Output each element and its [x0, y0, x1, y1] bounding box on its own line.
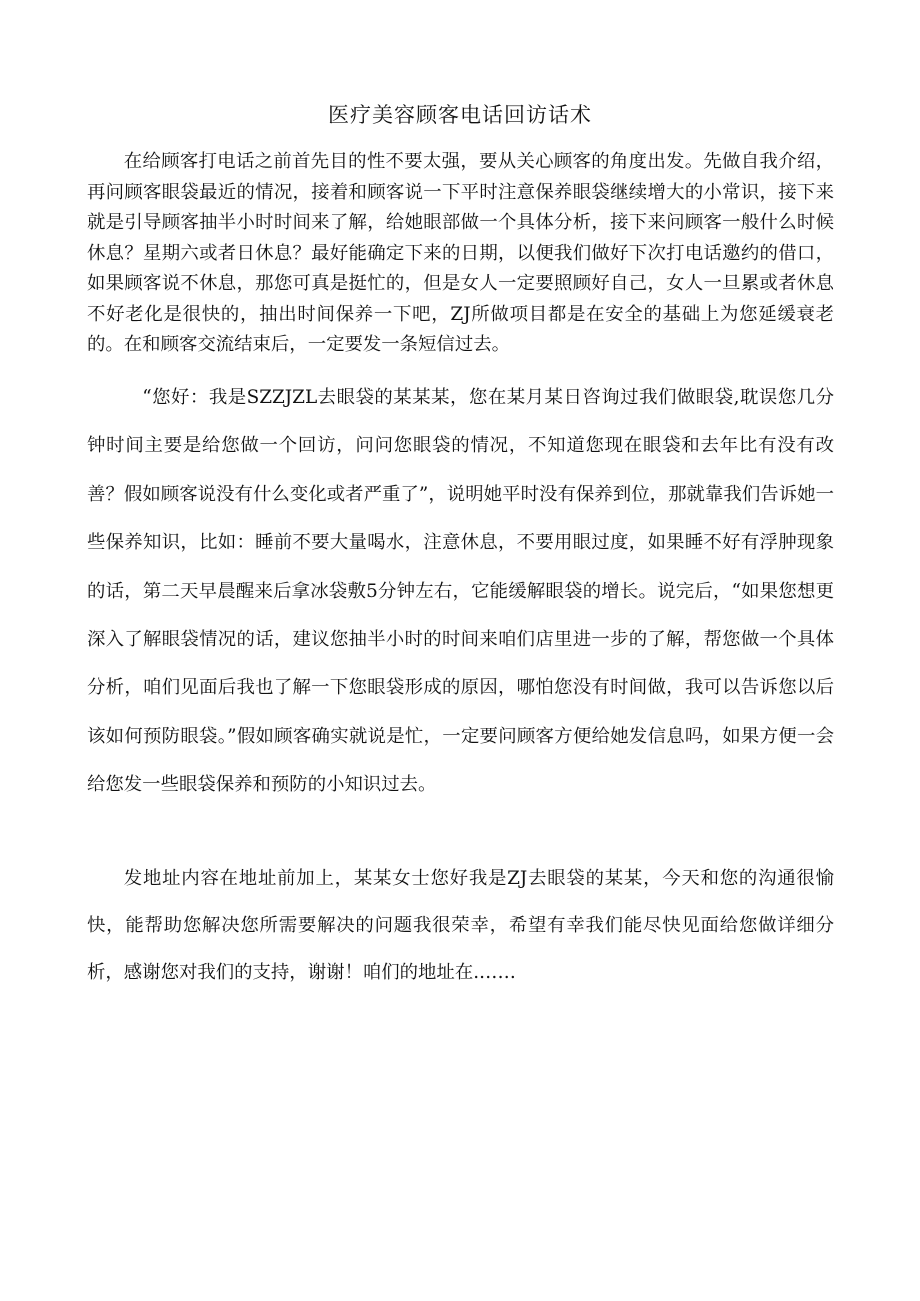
paragraph-call-script: “您好：我是SZZJZL去眼袋的某某某，您在某月某日咨询过我们做眼袋,耽误您几分钟时间主要是给您做一个回访，问问您眼袋的情况，不知道您现在眼袋和去年比有没有改善？假如顾客说没有什么变化或者严重了”，说明她平时没有保养到位，那就靠我们告诉她一些保养知识，比如：睡前不要大量喝水，注意休息，不要用眼过度，如果睡不好有浮肿现象的话，第二天早晨醒来后拿冰袋敷5分钟左右，它能缓解眼袋的增长。说完后，“如果您想更深入了解眼袋情况的话，建议您抽半小时的时间来咱们店里进一步的了解，帮您做一个具体分析，咱们见面后我也了解一下您眼袋形成的原因，哪怕您没有时间做，我可以告诉您以后该如何预防眼袋。”假如顾客确实就说是忙，一定要问顾客方便给她发信息吗，如果方便一会给您发一些眼袋保养和预防的小知识过去。: [87, 387, 834, 796]
paragraph-sms-address: 发地址内容在地址前加上，某某女士您好我是ZJ去眼袋的某某，今天和您的沟通很愉快，能帮助您解决您所需要解决的问题我很荣幸，希望有幸我们能尽快见面给您做详细分析，感谢您对我们的支持，谢谢！咱们的地址在.……: [87, 868, 834, 983]
paragraph-intro: 在给顾客打电话之前首先目的性不要太强，要从关心顾客的角度出发。先做自我介绍，再问顾客眼袋最近的情况，接着和顾客说一下平时注意保养眼袋继续增大的小常识，接下来就是引导顾客抽半小时时间来了解，给她眼部做一个具体分析，接下来问顾客一般什么时候休息？星期六或者日休息？最好能确定下来的日期，以便我们做好下次打电话邀约的借口，如果顾客说不休息，那您可真是挺忙的，但是女人一定要照顾好自己，女人一旦累或者休息不好老化是很快的，抽出时间保养一下吧，ZJ所做项目都是在安全的基础上为您延缓衰老的。在和顾客交流结束后，一定要发一条短信过去。: [87, 151, 834, 355]
page-title: 医疗美容顾客电话回访话术: [328, 103, 592, 127]
